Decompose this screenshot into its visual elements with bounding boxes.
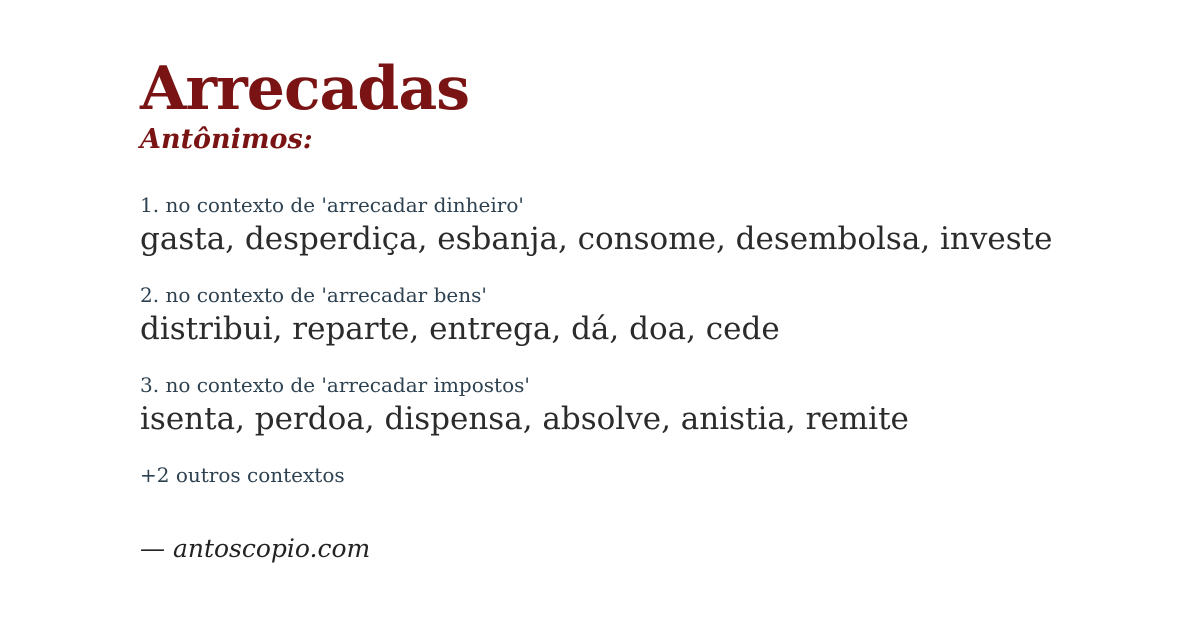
antonyms-heading: Antônimos: xyxy=(140,124,313,155)
page-title: Arrecadas xyxy=(140,54,469,124)
context-sections xyxy=(140,192,1160,441)
context-section-1 xyxy=(140,192,1160,261)
context-section-3 xyxy=(140,372,1160,441)
antonym-list-3: isenta, perdoa, dispensa, absolve, anistia, remite xyxy=(140,401,909,438)
context-label-2: 2. no contexto de 'arrecadar bens' xyxy=(140,283,487,308)
context-label-3: 3. no contexto de 'arrecadar impostos' xyxy=(140,373,530,398)
context-label-1: 1. no contexto de 'arrecadar dinheiro' xyxy=(140,193,524,218)
context-section-2 xyxy=(140,282,1160,351)
antonym-list-1: gasta, desperdiça, esbanja, consome, desembolsa, investe xyxy=(140,221,1053,258)
antonym-list-2: distribui, reparte, entrega, dá, doa, cede xyxy=(140,311,780,348)
more-contexts-link[interactable]: +2 outros contextos xyxy=(140,462,345,487)
site-attribution: — antoscopio.com xyxy=(140,533,371,563)
